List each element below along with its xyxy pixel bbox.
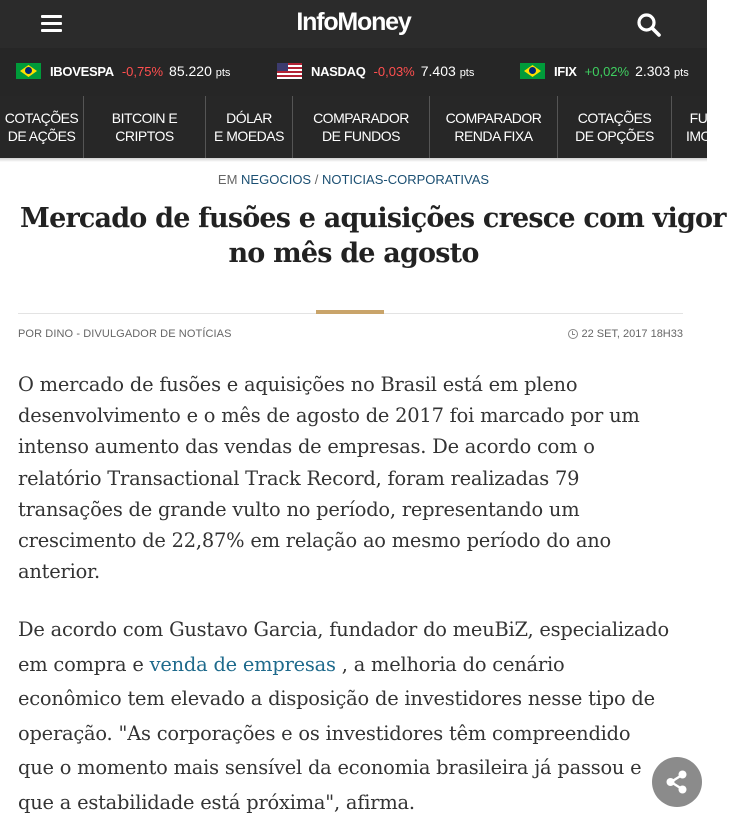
ticker-change: -0,75% (121, 63, 164, 79)
ticker-unit: pts (674, 67, 689, 79)
site-logo[interactable]: InfoMoney (296, 8, 411, 36)
paragraph-line: que a estabilidade está próxima", afirma. (18, 790, 415, 814)
article-author: POR DINO - DIVULGADOR DE NOTÍCIAS (18, 328, 232, 340)
paragraph-text: , a melhoria do cenário (335, 652, 565, 676)
ticker-change: -0,03% (373, 63, 415, 79)
paragraph-line: transações de grande vulto no período, representando um (18, 497, 580, 521)
nav-item-cotacoes-acoes[interactable]: COTAÇÕES DE AÇÕES (0, 96, 84, 158)
breadcrumb (0, 172, 707, 187)
paragraph-line: O mercado de fusões e aquisições no Brasil está em pleno (18, 373, 578, 396)
nav-item-bitcoin-criptos[interactable]: BITCOIN E CRIPTOS (84, 96, 206, 158)
brazil-flag-icon (16, 63, 41, 79)
usa-flag-icon (277, 63, 302, 79)
ticker-name: IBOVESPA (50, 63, 114, 79)
paragraph-line: relatório Transactional Track Record, foram realizadas 79 (18, 466, 580, 490)
nav-item-dolar-moedas[interactable]: DÓLAR E MOEDAS (206, 96, 293, 158)
ticker-value: 85.220 (169, 63, 212, 79)
breadcrumb-prefix: EM (217, 172, 238, 187)
article-date (568, 328, 683, 340)
ticker-item-nasdaq[interactable] (277, 63, 474, 79)
ticker-unit: pts (459, 67, 475, 79)
top-header (0, 0, 707, 48)
paragraph-line: crescimento de 22,87% em relação ao mesmo período do ano (18, 529, 612, 553)
title-accent-bar (316, 310, 384, 314)
nav-shadow (0, 158, 707, 162)
ticker-change: +0,02% (584, 63, 630, 79)
date-text: 22 SET, 2017 18H33 (581, 328, 683, 340)
paragraph-line: De acordo com Gustavo Garcia, fundador do meuBiZ, especializado (18, 618, 669, 641)
paragraph-line: intenso aumento das vendas de empresas. De acordo com o (18, 435, 595, 459)
ticker-value: 7.403 (420, 63, 456, 79)
category-nav (0, 96, 711, 158)
ticker-name: IFIX (554, 63, 577, 79)
paragraph-line: desenvolvimento e o mês de agosto de 2017 foi marcado por um (18, 404, 640, 428)
paragraph-line: operação. "As corporações e os investidores têm compreendido (18, 721, 631, 745)
breadcrumb-category[interactable]: NEGOCIOS (241, 172, 312, 187)
market-ticker (0, 48, 707, 96)
title-line: Mercado de fusões e aquisições cresce com vigor (20, 203, 726, 234)
paragraph-line: anterior. (18, 560, 100, 584)
article-paragraph-2 (18, 613, 690, 821)
paragraph-line (18, 648, 690, 683)
paragraph-line: econômico tem elevado a disposição de investidores nesse tipo de (18, 687, 655, 711)
article-paragraph-1 (18, 369, 690, 587)
clock-icon (568, 329, 578, 339)
ticker-item-ibovespa[interactable] (16, 63, 230, 79)
article-title (20, 201, 726, 271)
venda-de-empresas-link[interactable]: venda de empresas (149, 652, 336, 676)
title-line: no mês de agosto (228, 238, 479, 269)
nav-item-fundos-imobiliarios[interactable]: FU IMO (686, 110, 711, 144)
breadcrumb-subcategory[interactable]: NOTICIAS-CORPORATIVAS (321, 172, 490, 187)
share-button[interactable] (652, 757, 702, 807)
breadcrumb-separator: / (314, 172, 319, 187)
paragraph-line: que o momento mais sensível da economia brasileira já passou e (18, 756, 642, 780)
paragraph-text: em compra e (18, 652, 150, 676)
ticker-value: 2.303 (635, 63, 671, 79)
brazil-flag-icon (520, 63, 545, 79)
ticker-name: NASDAQ (311, 63, 366, 79)
nav-item-comparador-fundos[interactable]: COMPARADOR DE FUNDOS (293, 96, 430, 158)
nav-item-comparador-renda-fixa[interactable]: COMPARADOR RENDA FIXA (430, 96, 558, 158)
share-icon (664, 769, 690, 795)
search-icon[interactable] (636, 12, 662, 38)
ticker-unit: pts (215, 67, 231, 79)
nav-item-cotacoes-opcoes[interactable]: COTAÇÕES DE OPÇÕES (558, 96, 672, 158)
ticker-item-ifix[interactable] (520, 63, 689, 79)
